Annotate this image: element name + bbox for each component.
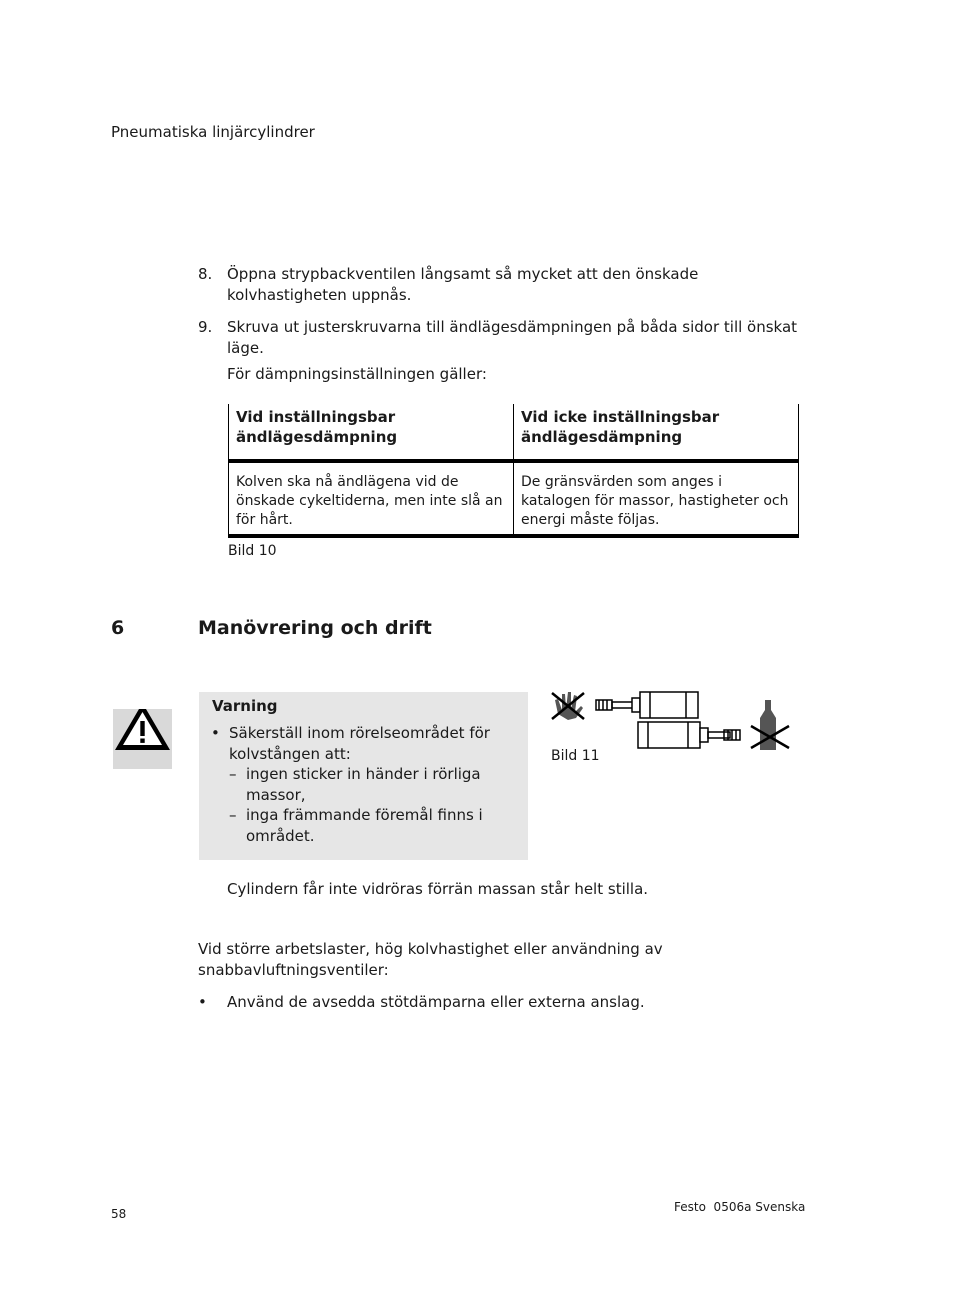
table-header-adjustable: Vid inställningsbar ändlägesdämpning	[229, 404, 514, 461]
heavy-loads-text: Vid större arbetslaster, hög kolvhastighet eller användning av snabbavluftningsventiler:	[198, 940, 663, 979]
table-cell-non-adjustable: De gränsvärden som anges i katalogen för massor, hastigheter och energi måste följas.	[514, 461, 799, 536]
section-title: Manövrering och drift	[198, 617, 432, 639]
table-header-non-adjustable: Vid icke inställningsbar ändlägesdämpning	[514, 404, 799, 461]
warning-dash: –	[229, 765, 237, 783]
warning-title: Varning	[212, 697, 278, 715]
warning-subitem: inga främmande föremål finns i området.	[246, 806, 483, 845]
table-cell-adjustable: Kolven ska nå ändlägena vid de önskade cykeltiderna, men inte slå an för hårt.	[229, 461, 514, 536]
page-number: 58	[111, 1207, 127, 1221]
step-9	[198, 317, 808, 361]
warning-subitem: ingen sticker in händer i rörliga massor,	[246, 765, 481, 804]
fig10-caption: Bild 10	[228, 543, 277, 559]
section-number: 6	[111, 617, 125, 639]
damping-table	[228, 404, 799, 538]
final-bullet-text: Använd de avsedda stötdämparna eller externa anslag.	[227, 993, 645, 1011]
step-text: Öppna strypbackventilen långsamt så mycket att den önskade kolvhastigheten uppnås.	[227, 265, 699, 304]
fig11-caption: Bild 11	[551, 748, 600, 764]
warning-dash: –	[229, 806, 237, 824]
final-bullet-mark: •	[198, 993, 207, 1011]
step-number: 9.	[198, 318, 213, 336]
warning-triangle-icon	[113, 709, 172, 769]
after-warning-text: Cylindern får inte vidröras förrän massan står helt stilla.	[227, 880, 649, 898]
warning-item: Säkerställ inom rörelseområdet för kolvstången att:	[229, 724, 490, 763]
damping-note: För dämpningsinställningen gäller:	[227, 365, 487, 383]
crossed-bottle-icon	[751, 700, 789, 750]
warning-icon-box	[113, 709, 172, 769]
step-8	[198, 264, 808, 308]
warning-box	[199, 692, 528, 860]
crossed-hand-icon	[552, 692, 584, 720]
warning-bullet: •	[211, 724, 220, 742]
running-title: Pneumatiska linjärcylindrer	[111, 123, 315, 141]
footer-doc: Festo 0506a Svenska	[674, 1200, 806, 1214]
step-text: Skruva ut justerskruvarna till ändlägesdämpningen på båda sidor till önskat läge.	[227, 318, 798, 357]
fig11-illustration	[548, 688, 793, 752]
step-number: 8.	[198, 265, 213, 283]
